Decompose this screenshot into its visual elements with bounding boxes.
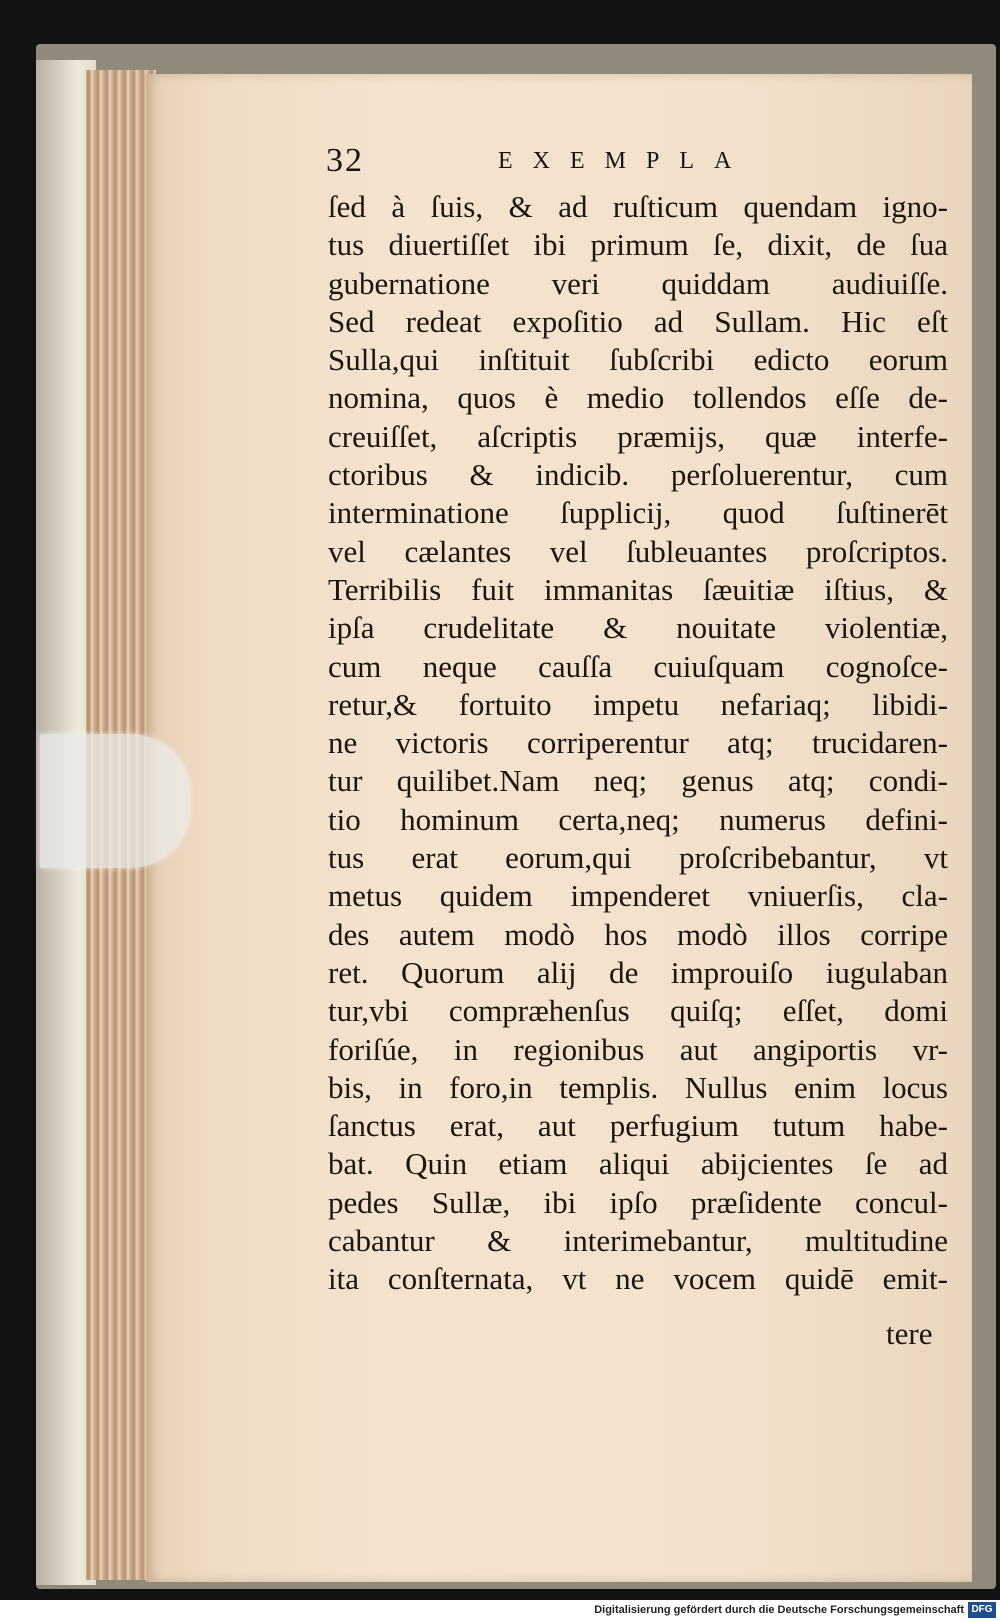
- header-title: EXEMPLA: [498, 148, 752, 174]
- dfg-logo: DFG: [968, 1602, 996, 1618]
- catchword: tere: [886, 1316, 933, 1351]
- text-line: metus quidem impenderet vniuerſis, cla-: [328, 878, 948, 914]
- text-line: tus diuertiſſet ibi primum ſe, dixit, de ſua: [328, 227, 948, 263]
- text-line: nomina, quos è medio tollendos eſſe de-: [328, 380, 948, 416]
- text-line: gubernatione veri quiddam audiuiſſe.: [328, 265, 948, 301]
- text-line: tur quilibet.Nam neq; genus atq; condi-: [328, 763, 948, 799]
- text-line: pedes Sullæ, ibi ipſo præſidente concul-: [328, 1184, 948, 1220]
- footer-bar: [0, 1600, 1000, 1621]
- running-head: [326, 142, 806, 186]
- text-line: ne victoris corriperentur atq; trucidaren-: [328, 725, 948, 761]
- text-line: ſed à ſuis, & ad ruſticum quendam igno-: [328, 189, 948, 224]
- text-line: cabantur & interimebantur, multitudine: [328, 1223, 948, 1259]
- text-line: ita conſternata, vt ne vocem quidē emit-: [328, 1261, 948, 1297]
- bookmark-tab: [40, 734, 190, 868]
- text-line: tur,vbi compræhenſus quiſq; eſſet, domi: [328, 993, 948, 1029]
- text-line: Sed redeat expoſitio ad Sullam. Hic eſt: [328, 303, 948, 339]
- text-line: foriſúe, in regionibus aut angiportis vr-: [328, 1031, 948, 1067]
- text-line: bat. Quin etiam aliqui abijcientes ſe ad: [328, 1146, 948, 1182]
- text-line: Sulla,qui inſtituit ſubſcribi edicto eorum: [328, 342, 948, 378]
- text-line: Terribilis fuit immanitas ſæuitiæ iſtius, &: [328, 571, 948, 607]
- text-line: interminatione ſupplicij, quod ſuſtinerēt: [328, 495, 948, 531]
- text-line: cum neque cauſſa cuiuſquam cognoſce-: [328, 648, 948, 684]
- text-line: des autem modò hos modò illos corripe: [328, 916, 948, 952]
- digitization-credit: Digitalisierung gefördert durch die Deutsche Forschungsgemeinschaft: [594, 1604, 964, 1616]
- text-line: vel cælantes vel ſubleuantes proſcriptos.: [328, 533, 948, 569]
- text-line: creuiſſet, aſcriptis præmijs, quæ interfe-: [328, 418, 948, 454]
- text-line: ipſa crudelitate & nouitate violentiæ,: [328, 610, 948, 646]
- text-line: ctoribus & indicib. perſoluerentur, cum: [328, 457, 948, 493]
- text-line: tio hominum certa,neq; numerus defini-: [328, 801, 948, 837]
- text-line: tus erat eorum,qui proſcribebantur, vt: [328, 840, 948, 876]
- text-line: bis, in foro,in templis. Nullus enim locus: [328, 1069, 948, 1105]
- text-line: ret. Quorum alij de improuiſo iugulaban: [328, 954, 948, 990]
- text-line: retur,& fortuito impetu nefariaq; libidi-: [328, 686, 948, 722]
- text-line: ſanctus erat, aut perfugium tutum habe-: [328, 1108, 948, 1144]
- text-block: [328, 188, 948, 1299]
- page-number: 32: [326, 142, 364, 179]
